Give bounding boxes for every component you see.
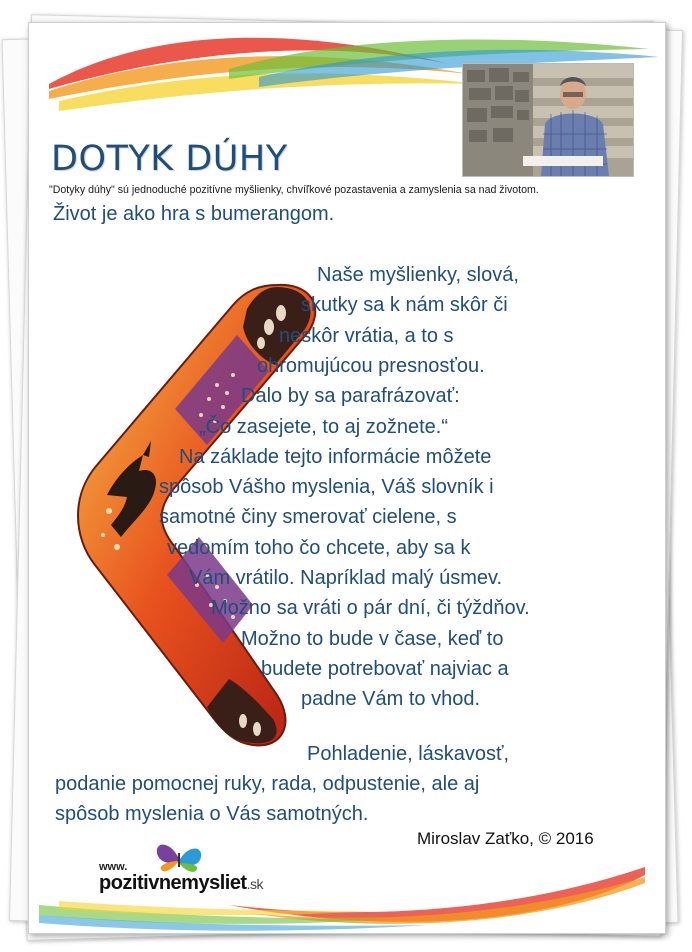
body-line: samotné činy smerovať cielene, s: [159, 506, 457, 528]
body-line: budete potrebovať najviac a: [261, 658, 509, 680]
body-line: padne Vám to vhod.: [301, 688, 481, 710]
body-line: Dalo by sa parafrázovať:: [241, 385, 460, 407]
body-line: Naše myšlienky, slová,: [317, 264, 519, 286]
body-line: spôsob myslenia o Vás samotných.: [55, 803, 369, 825]
page-title: DOTYK DÚHY: [51, 139, 288, 179]
body-line: ohromujúcou presnosťou.: [257, 355, 485, 377]
body-line: Možno sa vráti o pár dní, či týždňov.: [211, 597, 530, 619]
logo-name-text: pozitivnemysliet: [99, 872, 247, 894]
body-line: skutky sa k nám skôr či: [301, 294, 508, 316]
site-logo[interactable]: [99, 839, 349, 899]
body-line: „Čo zasejete, to aj zožnete.“: [199, 416, 449, 438]
logo-name: [99, 872, 263, 895]
body-line: vedomím toho čo chcete, aby sa k: [167, 537, 471, 559]
body-line: Na základe tejto informácie môžete: [179, 446, 492, 468]
signature: Miroslav Zaťko, © 2016: [417, 829, 594, 848]
body-line: Pohladenie, láskavosť,: [307, 743, 510, 765]
author-photo: [462, 63, 634, 177]
logo-prefix: www.: [99, 861, 128, 873]
postcard: [28, 22, 666, 934]
logo-tld: .sk: [246, 876, 263, 892]
page-subtitle: "Dotyky dúhy" sú jednoduché pozitívne myšlienky, chvíľkové pozastavenia a zamyslenia sa nad životom.: [49, 184, 539, 196]
lead-sentence: Život je ako hra s bumerangom.: [53, 203, 335, 225]
body-line: spôsob Vášho myslenia, Váš slovník i: [159, 476, 494, 498]
body-line: podanie pomocnej ruky, rada, odpustenie, ale aj: [55, 773, 480, 795]
body-line: Vám vrátilo. Napríklad malý úsmev.: [189, 567, 503, 589]
body-line: Možno to bude v čase, keď to: [241, 628, 504, 650]
body-line: neskôr vrátia, a to s: [279, 325, 454, 347]
